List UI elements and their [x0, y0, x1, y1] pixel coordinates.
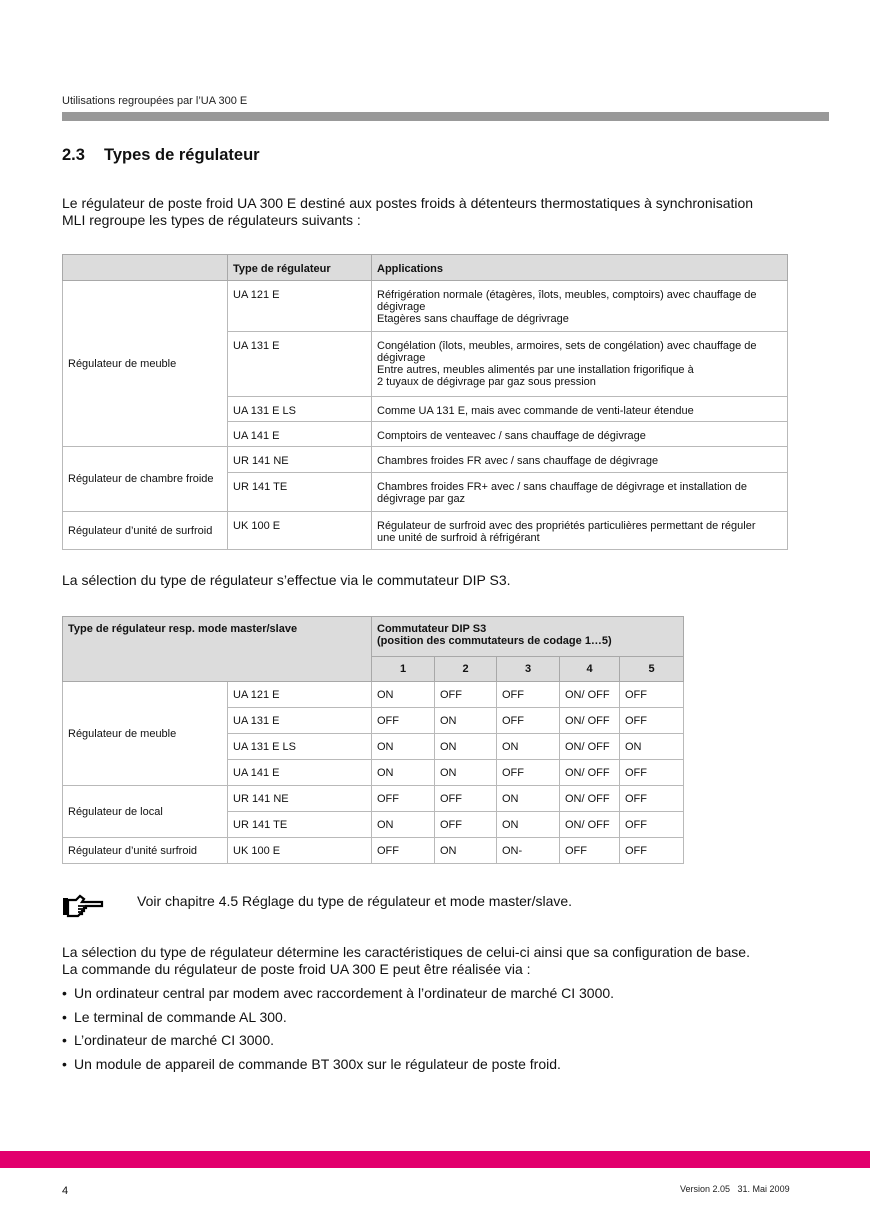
switch-cell: ON/ OFF	[560, 786, 620, 812]
header-cell-dip: Commutateur DIP S3 (position des commutateurs de codage 1…5)	[372, 617, 684, 657]
version-date: Version 2.05 31. Mai 2009	[680, 1184, 790, 1194]
switch-cell: OFF	[620, 760, 684, 786]
intro-line-2: MLI regroupe les types de régulateurs suivants :	[62, 212, 361, 228]
group-label: Régulateur d’unité de surfroid	[63, 512, 228, 550]
header-bar	[62, 112, 829, 121]
dip-intro: La sélection du type de régulateur s’effectue via le commutateur DIP S3.	[62, 572, 511, 588]
switch-cell: ON	[372, 734, 435, 760]
switch-cell: OFF	[372, 786, 435, 812]
table-row	[63, 281, 788, 332]
dip-switch-table	[62, 616, 684, 864]
switch-cell: ON	[372, 682, 435, 708]
type-cell: UK 100 E	[228, 512, 372, 550]
type-cell: UA 121 E	[228, 682, 372, 708]
application-cell: Comptoirs de venteavec / sans chauffage de dégivrage	[372, 422, 788, 447]
type-cell: UA 131 E	[228, 332, 372, 397]
switch-cell: OFF	[620, 682, 684, 708]
switch-cell: OFF	[620, 838, 684, 864]
type-cell: UR 141 TE	[228, 473, 372, 512]
table-row	[63, 786, 684, 812]
switch-cell: OFF	[497, 708, 560, 734]
header-cell-type: Type de régulateur	[228, 255, 372, 281]
switch-number-2: 2	[435, 657, 497, 682]
application-cell: Congélation (îlots, meubles, armoires, sets de congélation) avec chauffage de dégivrage Entre autres, meubles alimentés par une installation frigorifique à 2 tuyaux de dégivrage par gaz sous pression	[372, 332, 788, 397]
switch-cell: ON	[497, 734, 560, 760]
type-cell: UK 100 E	[228, 838, 372, 864]
list-item: • L’ordinateur de marché CI 3000.	[62, 1032, 275, 1048]
table-header-row	[63, 255, 788, 281]
regulator-types-table	[62, 254, 788, 550]
list-item: • Un ordinateur central par modem avec raccordement à l’ordinateur de marché CI 3000.	[62, 985, 615, 1001]
switch-cell: OFF	[497, 682, 560, 708]
switch-cell: ON/ OFF	[560, 734, 620, 760]
switch-cell: OFF	[620, 786, 684, 812]
switch-cell: ON	[497, 786, 560, 812]
section-title	[62, 146, 260, 165]
footer-bar	[0, 1151, 870, 1168]
switch-cell: OFF	[620, 812, 684, 838]
switch-cell: ON/ OFF	[560, 812, 620, 838]
table-row	[63, 447, 788, 473]
intro-paragraph	[62, 195, 753, 229]
switch-cell: ON	[435, 838, 497, 864]
control-options-list	[62, 985, 614, 1079]
type-cell: UA 141 E	[228, 422, 372, 447]
switch-cell: ON	[435, 734, 497, 760]
table-row	[63, 682, 684, 708]
header-cell-empty	[63, 255, 228, 281]
application-cell: Chambres froides FR+ avec / sans chauffage de dégivrage et installation de dégivrage par gaz	[372, 473, 788, 512]
switch-cell: ON/ OFF	[560, 708, 620, 734]
application-cell: Chambres froides FR avec / sans chauffage de dégivrage	[372, 447, 788, 473]
pointing-hand-icon	[62, 893, 104, 919]
type-cell: UR 141 NE	[228, 786, 372, 812]
type-cell: UA 131 E	[228, 708, 372, 734]
group-label: Régulateur de local	[63, 786, 228, 838]
header-cell-type-mode: Type de régulateur resp. mode master/slave	[63, 617, 372, 682]
switch-number-5: 5	[620, 657, 684, 682]
switch-cell: ON	[372, 812, 435, 838]
type-cell: UA 141 E	[228, 760, 372, 786]
application-cell: Comme UA 131 E, mais avec commande de venti-lateur étendue	[372, 397, 788, 422]
group-label: Régulateur de chambre froide	[63, 447, 228, 512]
type-cell: UA 121 E	[228, 281, 372, 332]
switch-cell: ON/ OFF	[560, 760, 620, 786]
type-cell: UR 141 NE	[228, 447, 372, 473]
switch-number-3: 3	[497, 657, 560, 682]
switch-cell: ON/ OFF	[560, 682, 620, 708]
type-cell: UA 131 E LS	[228, 397, 372, 422]
application-cell: Régulateur de surfroid avec des propriétés particulières permettant de réguler une unité de surfroid à réfrigérant	[372, 512, 788, 550]
group-label: Régulateur d’unité surfroid	[63, 838, 228, 864]
switch-cell: OFF	[372, 838, 435, 864]
switch-cell: ON	[435, 760, 497, 786]
page-number: 4	[62, 1185, 69, 1197]
switch-cell: OFF	[497, 760, 560, 786]
switch-number-4: 4	[560, 657, 620, 682]
section-heading: Types de régulateur	[104, 146, 260, 164]
switch-cell: OFF	[372, 708, 435, 734]
section-number: 2.3	[62, 146, 85, 164]
switch-cell: ON	[435, 708, 497, 734]
closing-line-1: La sélection du type de régulateur détermine les caractéristiques de celui-ci ainsi que sa configuration de base.	[62, 944, 750, 960]
switch-cell: OFF	[560, 838, 620, 864]
table-row	[63, 838, 684, 864]
table-header-row	[63, 617, 684, 657]
header-cell-applications: Applications	[372, 255, 788, 281]
closing-paragraph	[62, 944, 750, 978]
switch-cell: ON	[372, 760, 435, 786]
closing-line-2: La commande du régulateur de poste froid UA 300 E peut être réalisée via :	[62, 961, 531, 977]
running-header: Utilisations regroupées par l’UA 300 E	[62, 95, 248, 107]
application-cell: Réfrigération normale (étagères, îlots, meubles, comptoirs) avec chauffage de dégivrage Etagères sans chauffage de dégrivrage	[372, 281, 788, 332]
list-item: • Le terminal de commande AL 300.	[62, 1008, 287, 1025]
table-row	[63, 512, 788, 550]
switch-cell: ON-	[497, 838, 560, 864]
switch-cell: ON	[497, 812, 560, 838]
switch-cell: OFF	[620, 708, 684, 734]
switch-cell: OFF	[435, 812, 497, 838]
intro-line-1: Le régulateur de poste froid UA 300 E destiné aux postes froids à détenteurs thermostatiques à synchronisation	[62, 195, 754, 211]
list-item: • Un module de appareil de commande BT 300x sur le régulateur de poste froid.	[62, 1055, 561, 1072]
switch-cell: OFF	[435, 682, 497, 708]
switch-cell: OFF	[435, 786, 497, 812]
note-text: Voir chapitre 4.5 Réglage du type de régulateur et mode master/slave.	[137, 893, 573, 909]
switch-number-1: 1	[372, 657, 435, 682]
type-cell: UA 131 E LS	[228, 734, 372, 760]
group-label: Régulateur de meuble	[63, 682, 228, 786]
group-label: Régulateur de meuble	[63, 281, 228, 447]
type-cell: UR 141 TE	[228, 812, 372, 838]
switch-cell: ON	[620, 734, 684, 760]
